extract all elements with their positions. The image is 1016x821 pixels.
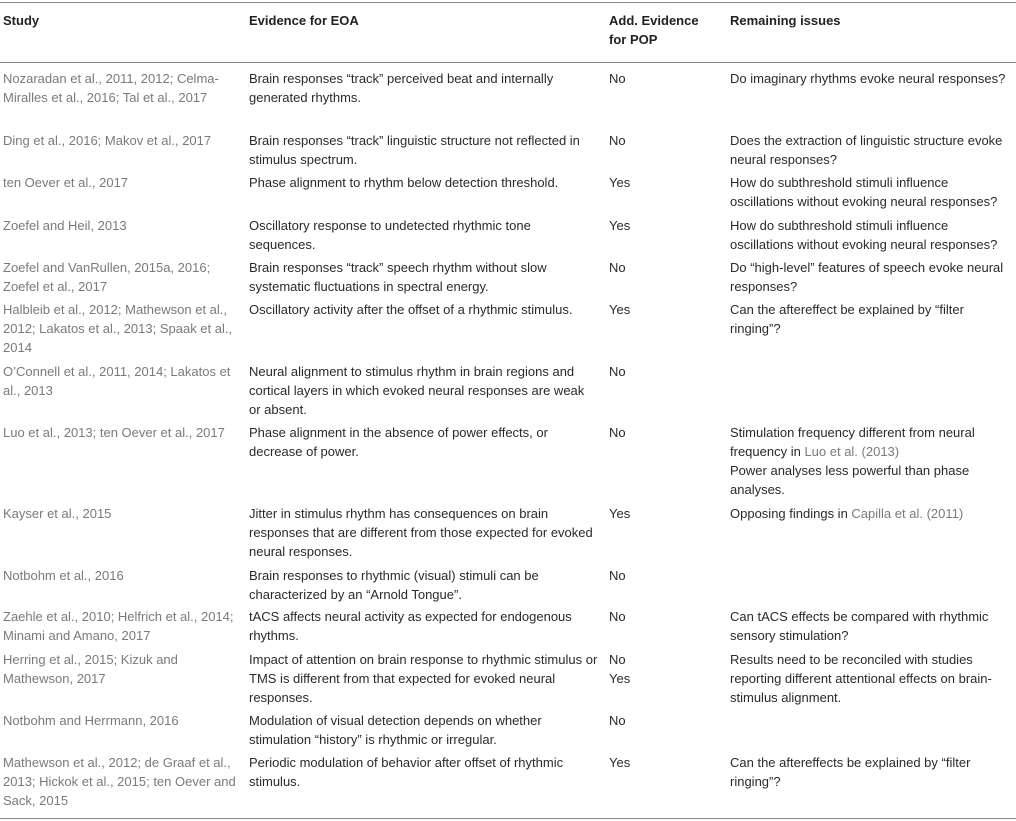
evidence-cell: Brain responses “track” speech rhythm without slow systematic fluctuations in spectral energy. — [249, 260, 547, 294]
evidence-cell: Periodic modulation of behavior after offset of rhythmic stimulus. — [249, 755, 564, 789]
pop-cell: No — [609, 260, 626, 275]
evidence-cell: Brain responses to rhythmic (visual) stimuli can be characterized by an “Arnold Tongue”. — [249, 568, 539, 602]
study-cell: Nozaradan et al., 2011, 2012; Celma-Miralles et al., 2016; Tal et al., 2017 — [3, 71, 219, 105]
citation-link[interactable]: Capilla et al. (2011) — [851, 506, 964, 521]
pop-cell: Yes — [609, 218, 631, 233]
evidence-cell: Modulation of visual detection depends on whether stimulation “history” is rhythmic or irregular. — [249, 713, 542, 747]
pop-cell: Yes — [609, 755, 631, 770]
remaining-cell: Can the aftereffects be explained by “filter ringing”? — [730, 755, 971, 789]
evidence-cell: Oscillatory activity after the offset of a rhythmic stimulus. — [249, 302, 573, 317]
evidence-cell: Phase alignment to rhythm below detection threshold. — [249, 175, 559, 190]
pop-cell: No — [609, 609, 626, 624]
remaining-cell: Do imaginary rhythms evoke neural responses? — [730, 71, 1006, 86]
header-remaining: Remaining issues — [730, 13, 841, 28]
remaining-cell: Does the extraction of linguistic structure evoke neural responses? — [730, 133, 1003, 167]
evidence-cell: Impact of attention on brain response to rhythmic stimulus or TMS is different from that expected for evoked neural responses. — [249, 652, 598, 705]
evidence-cell: Brain responses “track” linguistic structure not reflected in stimulus spectrum. — [249, 133, 580, 167]
study-cell: Zaehle et al., 2010; Helfrich et al., 2014; Minami and Amano, 2017 — [3, 609, 234, 643]
remaining-cell: Can tACS effects be compared with rhythmic sensory stimulation? — [730, 609, 989, 643]
study-cell: Luo et al., 2013; ten Oever et al., 2017 — [3, 425, 225, 440]
study-cell: Notbohm and Herrmann, 2016 — [3, 713, 179, 728]
study-cell: Kayser et al., 2015 — [3, 506, 112, 521]
evidence-cell: Jitter in stimulus rhythm has consequences on brain responses that are different from those expected for evoked neural responses. — [249, 506, 593, 559]
table-top-rule — [0, 2, 1016, 3]
evidence-cell: tACS affects neural activity as expected for endogenous rhythms. — [249, 609, 572, 643]
study-cell: Herring et al., 2015; Kizuk and Mathewson, 2017 — [3, 652, 178, 686]
study-cell: Ding et al., 2016; Makov et al., 2017 — [3, 133, 212, 148]
pop-cell: No — [609, 568, 626, 583]
pop-cell: Yes — [609, 302, 631, 317]
header-study: Study — [3, 13, 40, 28]
pop-value: No — [609, 652, 626, 667]
remaining-cell: How do subthreshold stimuli influence oscillations without evoking neural responses? — [730, 175, 998, 209]
remaining-text-2: Power analyses less powerful than phase analyses. — [730, 463, 970, 497]
pop-cell: No — [609, 364, 626, 379]
study-cell: Zoefel and VanRullen, 2015a, 2016; Zoefel et al., 2017 — [3, 260, 211, 294]
pop-cell: Yes — [609, 506, 631, 521]
study-cell: ten Oever et al., 2017 — [3, 175, 129, 190]
evidence-cell: Oscillatory response to undetected rhythmic tone sequences. — [249, 218, 531, 252]
header-rule — [0, 62, 1016, 63]
study-cell: Halbleib et al., 2012; Mathewson et al., 2012; Lakatos et al., 2013; Spaak et al., 2014 — [3, 302, 233, 355]
remaining-cell: Do “high-level” features of speech evoke neural responses? — [730, 260, 1004, 294]
pop-value-2: Yes — [609, 671, 631, 686]
remaining-cell: How do subthreshold stimuli influence oscillations without evoking neural responses? — [730, 218, 998, 252]
remaining-cell: Can the aftereffect be explained by “filter ringing”? — [730, 302, 964, 336]
header-add-evidence: Add. Evidence for POP — [609, 13, 699, 47]
header-evidence: Evidence for EOA — [249, 13, 359, 28]
remaining-text: Stimulation frequency different from neural frequency in — [730, 425, 975, 459]
pop-cell — [609, 650, 721, 688]
remaining-cell: Results need to be reconciled with studies reporting different attentional effects on brain-stimulus alignment. — [730, 652, 992, 705]
study-cell: Notbohm et al., 2016 — [3, 568, 124, 583]
pop-cell: No — [609, 713, 626, 728]
remaining-text: Opposing findings in — [730, 506, 852, 521]
pop-cell: No — [609, 425, 626, 440]
evidence-cell: Neural alignment to stimulus rhythm in brain regions and cortical layers in which evoked neural responses are weak or absent. — [249, 364, 585, 417]
citation-link[interactable]: Luo et al. (2013) — [804, 444, 900, 459]
evidence-cell: Phase alignment in the absence of power effects, or decrease of power. — [249, 425, 548, 459]
pop-cell: No — [609, 71, 626, 86]
pop-cell: Yes — [609, 175, 631, 190]
evidence-cell: Brain responses “track” perceived beat and internally generated rhythms. — [249, 71, 554, 105]
table-bottom-rule — [0, 818, 1016, 819]
study-cell: Zoefel and Heil, 2013 — [3, 218, 127, 233]
study-cell: Mathewson et al., 2012; de Graaf et al., 2013; Hickok et al., 2015; ten Oever and Sack, 2015 — [3, 755, 236, 808]
remaining-cell — [730, 423, 1015, 499]
remaining-cell — [730, 504, 1015, 523]
pop-cell: No — [609, 133, 626, 148]
study-cell: O’Connell et al., 2011, 2014; Lakatos et al., 2013 — [3, 364, 231, 398]
